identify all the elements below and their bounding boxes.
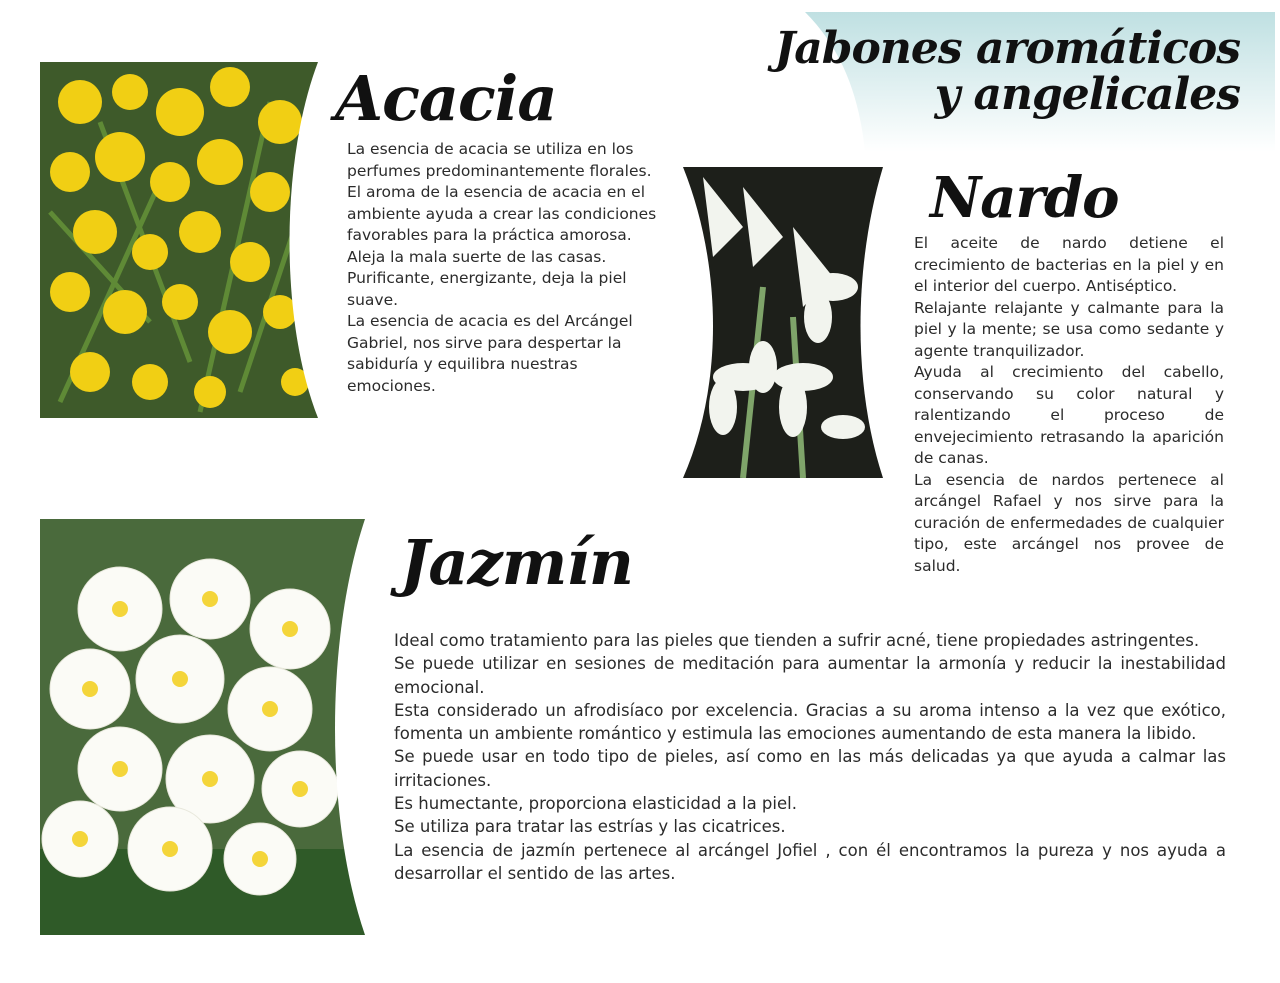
acacia-paragraph: El aroma de la esencia de acacia en el ambiente ayuda a crear las condiciones favorables para la práctica amorosa. xyxy=(347,183,657,244)
acacia-paragraph: Aleja la mala suerte de las casas. xyxy=(347,247,607,266)
nardo-description xyxy=(914,233,1224,577)
jazmin-paragraph: Ideal como tratamiento para las pieles que tienden a sufrir acné, tiene propiedades astringentes. xyxy=(394,631,1200,650)
acacia-photo xyxy=(40,62,318,418)
jazmin-paragraph: Es humectante, proporciona elasticidad a la piel. xyxy=(394,794,797,814)
nardo-heading: Nardo xyxy=(930,165,1119,231)
jazmin-paragraph: Esta considerado un afrodisíaco por excelencia. Gracias a su aroma intenso a la vez que exótico, fomenta un ambiente romántico y estimula las emociones aumentando de esta manera la libido. xyxy=(394,700,1226,744)
acacia-paragraph: Purificante, energizante, deja la piel suave. xyxy=(347,269,627,309)
nardo-photo xyxy=(683,167,883,478)
nardo-paragraph: La esencia de nardos pertenece al arcángel Rafael y nos sirve para la curación de enfermedades de cualquier tipo, este arcángel nos provee de salud. xyxy=(914,470,1224,575)
nardo-paragraph: El aceite de nardo detiene el crecimiento de bacterias en la piel y en el interior del cuerpo. Antiséptico. xyxy=(914,234,1224,295)
page-title-line-1: Jabones aromáticos xyxy=(774,23,1240,74)
jazmin-paragraph: Se puede usar en todo tipo de pieles, así como en las más delicadas ya que ayuda a calmar las irritaciones. xyxy=(394,747,1226,790)
jazmin-paragraph: La esencia de jazmín pertenece al arcángel Jofiel , con él encontramos la pureza y nos ayuda a desarrollar el sentido de las artes. xyxy=(394,840,1226,883)
acacia-paragraph: La esencia de acacia se utiliza en los perfumes predominantemente florales. xyxy=(347,140,652,180)
jazmin-heading: Jazmín xyxy=(400,526,633,599)
acacia-paragraph: La esencia de acacia es del Arcángel Gabriel, nos sirve para despertar la sabiduría y equilibra nuestras emociones. xyxy=(347,312,633,395)
jazmin-photo xyxy=(40,519,365,935)
nardo-paragraph: Ayuda al crecimiento del cabello, conservando su color natural y ralentizando el proceso de envejecimiento retrasando la aparición de canas. xyxy=(914,363,1224,467)
jazmin-paragraph: Se puede utilizar en sesiones de meditación para aumentar la armonía y reducir la inestabilidad emocional. xyxy=(394,654,1226,697)
nardo-paragraph: Relajante relajante y calmante para la piel y la mente; se usa como sedante y agente tranquilizador. xyxy=(914,298,1224,360)
page-title xyxy=(774,23,1240,120)
jazmin-description xyxy=(394,629,1226,885)
jazmin-paragraph: Se utiliza para tratar las estrías y las cicatrices. xyxy=(394,817,786,837)
page-title-line-2: y angelicales xyxy=(934,69,1240,120)
acacia-description xyxy=(347,139,659,397)
acacia-heading: Acacia xyxy=(335,62,557,135)
